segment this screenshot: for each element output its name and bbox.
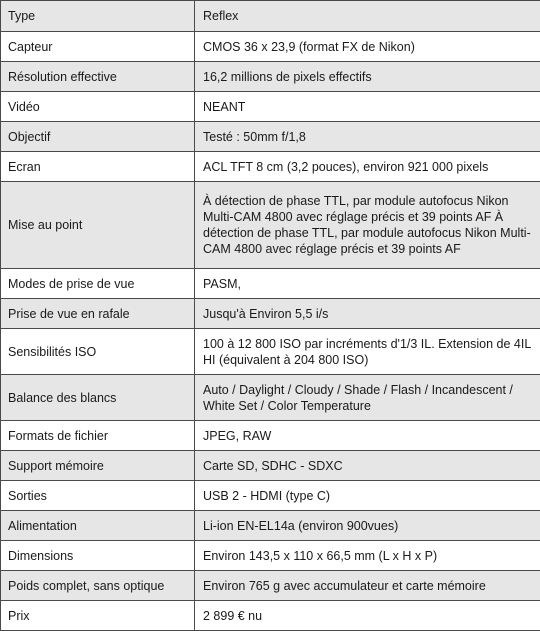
spec-label: Capteur <box>1 32 195 62</box>
spec-row-modes <box>1 269 540 299</box>
spec-label: Dimensions <box>1 541 195 571</box>
spec-value: Environ 143,5 x 110 x 66,5 mm (L x H x P) <box>195 541 540 571</box>
spec-row-formats <box>1 421 540 451</box>
spec-value: NEANT <box>195 92 540 122</box>
spec-label: Sorties <box>1 481 195 511</box>
spec-label: Poids complet, sans optique <box>1 571 195 601</box>
spec-row-poids <box>1 571 540 601</box>
spec-value: 100 à 12 800 ISO par incréments d'1/3 IL. Extension de 4IL HI (équivalent à 204 800 ISO) <box>195 329 540 375</box>
spec-value: Testé : 50mm f/1,8 <box>195 122 540 152</box>
spec-label: Type <box>1 1 195 32</box>
spec-row-prix <box>1 601 540 631</box>
spec-value: Reflex <box>195 1 540 32</box>
spec-row-resolution <box>1 62 540 92</box>
spec-label: Sensibilités ISO <box>1 329 195 375</box>
spec-row-sorties <box>1 481 540 511</box>
spec-value: Carte SD, SDHC - SDXC <box>195 451 540 481</box>
spec-label: Balance des blancs <box>1 375 195 421</box>
spec-row-balance <box>1 375 540 421</box>
spec-label: Résolution effective <box>1 62 195 92</box>
spec-label: Prise de vue en rafale <box>1 299 195 329</box>
spec-row-alimentation <box>1 511 540 541</box>
spec-value: À détection de phase TTL, par module autofocus Nikon Multi-CAM 4800 avec réglage précis et 39 points AF À détection de phase TTL, par module autofocus Nikon Multi-CAM 4800 avec réglage précis et 39 points AF <box>195 182 540 269</box>
spec-row-dimensions <box>1 541 540 571</box>
spec-value: USB 2 - HDMI (type C) <box>195 481 540 511</box>
spec-value: 16,2 millions de pixels effectifs <box>195 62 540 92</box>
spec-row-mise-au-point <box>1 182 540 269</box>
spec-row-objectif <box>1 122 540 152</box>
spec-label: Mise au point <box>1 182 195 269</box>
spec-label: Modes de prise de vue <box>1 269 195 299</box>
spec-label: Formats de fichier <box>1 421 195 451</box>
spec-row-rafale <box>1 299 540 329</box>
spec-value: 2 899 € nu <box>195 601 540 631</box>
spec-label: Support mémoire <box>1 451 195 481</box>
spec-label: Alimentation <box>1 511 195 541</box>
spec-value: Jusqu'à Environ 5,5 i/s <box>195 299 540 329</box>
spec-label: Objectif <box>1 122 195 152</box>
spec-value: JPEG, RAW <box>195 421 540 451</box>
spec-row-ecran <box>1 152 540 182</box>
spec-value: ACL TFT 8 cm (3,2 pouces), environ 921 000 pixels <box>195 152 540 182</box>
spec-row-support <box>1 451 540 481</box>
spec-value: Auto / Daylight / Cloudy / Shade / Flash / Incandescent / White Set / Color Temperature <box>195 375 540 421</box>
spec-label: Vidéo <box>1 92 195 122</box>
spec-value: PASM, <box>195 269 540 299</box>
spec-value: Li-ion EN-EL14a (environ 900vues) <box>195 511 540 541</box>
spec-row-iso <box>1 329 540 375</box>
spec-label: Prix <box>1 601 195 631</box>
spec-row-type <box>1 1 540 32</box>
spec-label: Ecran <box>1 152 195 182</box>
spec-row-video <box>1 92 540 122</box>
spec-value: Environ 765 g avec accumulateur et carte mémoire <box>195 571 540 601</box>
spec-row-capteur <box>1 32 540 62</box>
spec-value: CMOS 36 x 23,9 (format FX de Nikon) <box>195 32 540 62</box>
